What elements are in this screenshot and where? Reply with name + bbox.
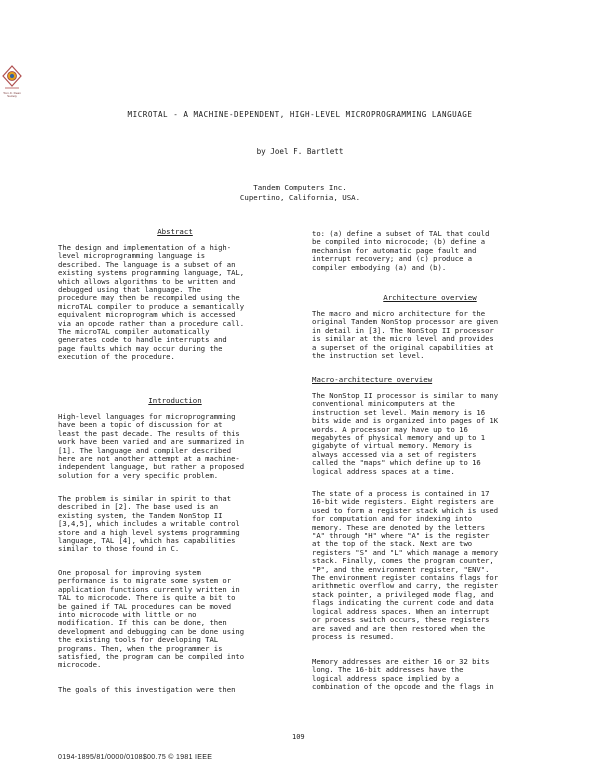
text-line: used to form a register stack which is used bbox=[312, 505, 499, 515]
text-line: "A" through "H" where "A" is the register bbox=[312, 531, 490, 541]
text-line: original Tandem NonStop processor are given bbox=[312, 317, 499, 327]
text-line: here are not another attempt at a machine- bbox=[58, 454, 240, 464]
architecture-overview-body bbox=[312, 310, 548, 360]
text-line: compiler embodying (a) and (b). bbox=[312, 262, 447, 272]
text-line: process is resumed. bbox=[312, 631, 395, 641]
text-line: logical address space implied by a bbox=[312, 673, 460, 683]
text-line: in detail in [3]. The NonStop II processor bbox=[312, 325, 494, 335]
text-line: solution for a very specific problem. bbox=[58, 470, 219, 480]
text-line: the instruction set level. bbox=[312, 351, 425, 361]
text-line: application functions currently written in bbox=[58, 584, 240, 594]
text-line: gigabyte of virtual memory. Memory is bbox=[312, 441, 473, 451]
text-line: The state of a process is contained in 17 bbox=[312, 489, 490, 498]
paper-title: MICROTAL - A MACHINE-DEPENDENT, HIGH-LEVEL MICROPROGRAMMING LANGUAGE bbox=[127, 110, 473, 119]
logo-caption: Tom Jr. Dean Society bbox=[3, 91, 21, 99]
text-line: level microprogramming language is bbox=[58, 251, 206, 261]
text-line: megabytes of physical memory and up to 1 bbox=[312, 433, 486, 443]
text-line: called the "maps" which define up to 16 bbox=[312, 458, 481, 468]
text-line: The environment register contains flags for bbox=[312, 573, 499, 583]
text-line: modification. If this can be done, then bbox=[58, 618, 227, 628]
text-line: mechanism for automatic page fault and bbox=[312, 245, 477, 255]
text-line: for computation and for indexing into bbox=[312, 514, 473, 524]
text-line: a superset of the original capabilities at bbox=[312, 342, 494, 352]
text-line: at the top of the stack. Next are two bbox=[312, 539, 473, 549]
text-line: The goals of this investigation were then bbox=[58, 685, 236, 694]
text-line: generates code to handle interrupts and bbox=[58, 335, 227, 345]
text-line: the existing tools for developing TAL bbox=[58, 635, 219, 645]
text-line: logical address spaces. When an interrupt bbox=[312, 606, 490, 616]
text-line: The macro and micro architecture for the bbox=[312, 309, 486, 318]
text-line: store and a high level systems programming bbox=[58, 527, 240, 537]
macro-architecture-heading: Macro-architecture overview bbox=[312, 375, 433, 384]
text-line: words. A processor may have up to 16 bbox=[312, 424, 468, 434]
text-line: The problem is similar in spirit to that bbox=[58, 494, 232, 503]
architecture-overview-heading: Architecture overview bbox=[383, 293, 477, 302]
text-line: The NonStop II processor is similar to many bbox=[312, 391, 499, 400]
text-line: work have been varied and are summarized in bbox=[58, 437, 245, 447]
text-line: combination of the opcode and the flags in bbox=[312, 682, 494, 692]
goals-continuation bbox=[312, 230, 548, 272]
text-line: 16-bit wide registers. Eight registers are bbox=[312, 497, 494, 507]
text-line: into microcode with little or no bbox=[58, 610, 197, 620]
text-line: registers "S" and "L" which manage a memory bbox=[312, 547, 499, 557]
text-line: or process switch occurs, these registers bbox=[312, 615, 490, 625]
text-line: stack pointer, a privileged mode flag, and bbox=[312, 589, 494, 599]
text-line: conventional minicomputers at the bbox=[312, 399, 455, 409]
abstract-heading: Abstract bbox=[157, 227, 193, 236]
text-line: are saved and are then restored when the bbox=[312, 623, 486, 633]
paper-author: by Joel F. Bartlett bbox=[256, 147, 344, 156]
text-line: similar to those found in C. bbox=[58, 544, 180, 554]
text-line: programs. Then, when the programmer is bbox=[58, 643, 223, 653]
text-line: least the past decade. The results of this bbox=[58, 428, 240, 438]
text-line: microTAL compiler to produce a semantically bbox=[58, 301, 245, 311]
text-line: High-level languages for microprogramming bbox=[58, 412, 236, 421]
text-line: "P", and the environment register, "ENV". bbox=[312, 564, 490, 574]
text-line: execution of the procedure. bbox=[58, 352, 175, 362]
text-line: logical address spaces at a time. bbox=[312, 466, 455, 476]
text-line: performance is to migrate some system or bbox=[58, 576, 232, 586]
text-line: via an opcode rather than a procedure call. bbox=[58, 318, 245, 328]
text-line: memory. These are denoted by the letters bbox=[312, 522, 486, 532]
text-line: development and debugging can be done using bbox=[58, 626, 245, 636]
text-line: be compiled into microcode; (b) define a bbox=[312, 237, 486, 247]
text-line: TAL to microcode. There is quite a bit to bbox=[58, 593, 236, 603]
text-line: independent language, but rather a proposed bbox=[58, 462, 245, 472]
macro-architecture-paragraph-1 bbox=[312, 392, 548, 476]
text-line: to: (a) define a subset of TAL that could bbox=[312, 229, 490, 238]
text-line: page faults which may occur during the bbox=[58, 343, 223, 353]
text-line: long. The 16-bit addresses have the bbox=[312, 665, 464, 675]
introduction-paragraph-4 bbox=[58, 686, 292, 694]
text-line: existing systems programming language, TAL, bbox=[58, 268, 245, 278]
text-line: bits wide and is organized into pages of 1K bbox=[312, 416, 499, 426]
text-line: which allows algorithms to be written and bbox=[58, 276, 236, 286]
text-line: microcode. bbox=[58, 660, 102, 670]
text-line: language, TAL [4], which has capabilities bbox=[58, 536, 236, 546]
paper-affiliation bbox=[0, 183, 600, 203]
text-line: [3,4,5], which includes a writable control bbox=[58, 519, 240, 529]
affiliation-line: Cupertino, California, USA. bbox=[239, 193, 361, 202]
affiliation-line: Tandem Computers Inc. bbox=[253, 183, 347, 192]
text-line: interrupt recovery; and (c) produce a bbox=[312, 254, 473, 264]
introduction-heading: Introduction bbox=[148, 396, 202, 405]
introduction-paragraph-1 bbox=[58, 413, 292, 480]
text-line: be gained if TAL procedures can be moved bbox=[58, 601, 232, 611]
text-line: always accessed via a set of registers bbox=[312, 449, 477, 459]
abstract-body bbox=[58, 244, 292, 362]
text-line: debugged using that language. The bbox=[58, 285, 201, 295]
macro-architecture-paragraph-2 bbox=[312, 490, 548, 641]
text-line: flags indicating the current code and data bbox=[312, 598, 494, 608]
text-line: The microTAL compiler automatically bbox=[58, 327, 210, 337]
macro-architecture-paragraph-3 bbox=[312, 658, 548, 692]
page-number: 109 bbox=[292, 733, 305, 741]
text-line: equivalent microprogram which is accessed bbox=[58, 310, 236, 320]
text-line: One proposal for improving system bbox=[58, 568, 201, 577]
text-line: existing system, the Tandem NonStop II bbox=[58, 510, 223, 520]
ieee-society-logo-icon bbox=[1, 64, 23, 94]
text-line: satisfied, the program can be compiled into bbox=[58, 652, 245, 662]
text-line: instruction set level. Main memory is 16 bbox=[312, 407, 486, 417]
text-line: Memory addresses are either 16 or 32 bits bbox=[312, 657, 490, 666]
text-line: procedure may then be recompiled using the bbox=[58, 293, 240, 303]
text-line: is similar at the micro level and provides bbox=[312, 334, 494, 344]
text-line: described. The language is a subset of an bbox=[58, 259, 236, 269]
text-line: have been a topic of discussion for at bbox=[58, 420, 223, 430]
text-line: The design and implementation of a high- bbox=[58, 243, 232, 252]
text-line: [1]. The language and compiler described bbox=[58, 445, 232, 455]
introduction-paragraph-3 bbox=[58, 569, 292, 670]
text-line: arithmetic overflow and carry, the register bbox=[312, 581, 499, 591]
introduction-paragraph-2 bbox=[58, 495, 292, 554]
text-line: stack. Finally, comes the program counter, bbox=[312, 556, 494, 566]
text-line: described in [2]. The base used is an bbox=[58, 502, 219, 512]
copyright-line: 0194-1895/81/0000/0108$00.75 © 1981 IEEE bbox=[58, 754, 213, 761]
